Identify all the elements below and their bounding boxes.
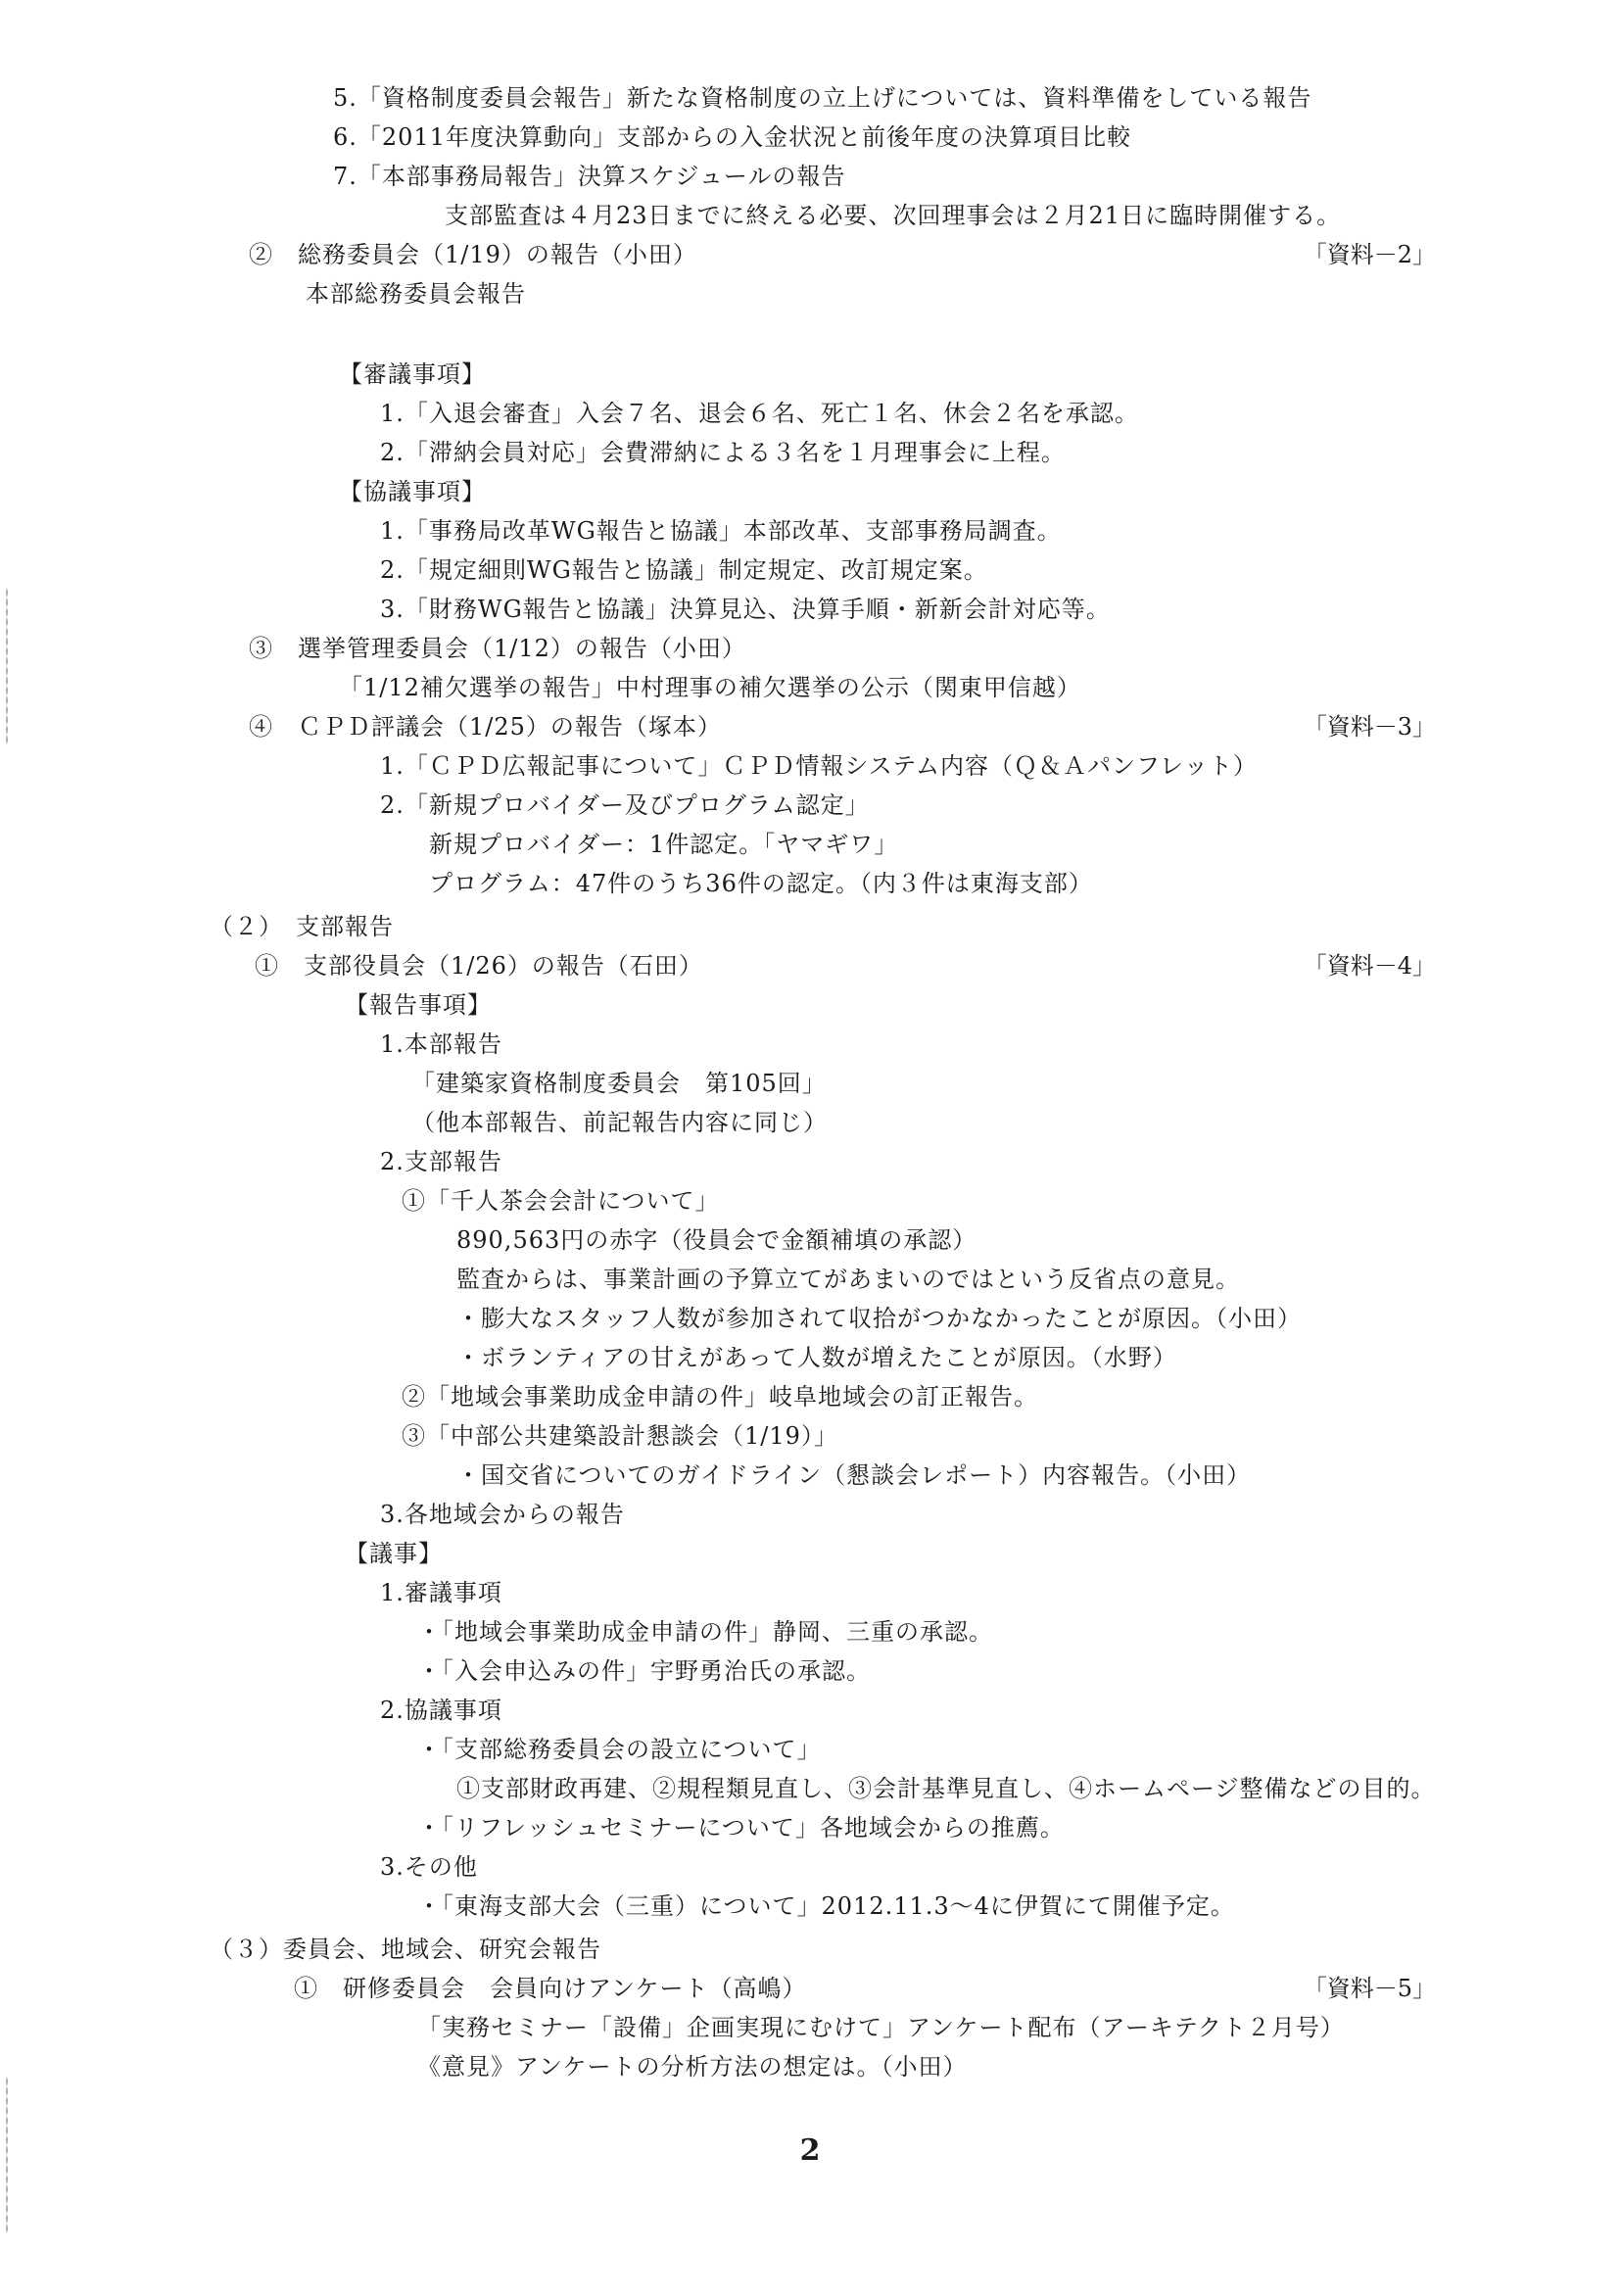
- subheading: 本部総務委員会報告: [306, 280, 526, 308]
- scan-edge-marks: [6, 2077, 8, 2233]
- list-item: 890,563円の赤字（役員会で金額補填の承認）: [456, 1226, 977, 1254]
- heading-agenda: 【議事】: [345, 1540, 443, 1567]
- list-item: 1.本部報告: [380, 1030, 502, 1058]
- list-item: 《意見》アンケートの分析方法の想定は。（小田）: [417, 2053, 968, 2081]
- list-item: ・「入会申込みの件」宇野勇治氏の承認。: [417, 1657, 871, 1685]
- section-training: ① 研修委員会 会員向けアンケート（高嶋）: [294, 1975, 807, 2002]
- section-committees: （３）委員会、地域会、研究会報告: [210, 1936, 601, 1963]
- list-item: ①支部財政再建、②規程類見直し、③会計基準見直し、④ホームページ整備などの目的。: [456, 1775, 1436, 1802]
- material-ref-3: 「資料－3」: [1303, 713, 1436, 741]
- list-item: 3.「財務WG報告と協議」決算見込、決算手順・新新会計対応等。: [380, 596, 1111, 623]
- section-general-affairs: ② 総務委員会（1/19）の報告（小田）: [249, 241, 697, 268]
- list-item: 1.審議事項: [380, 1579, 502, 1606]
- list-item: 2.「規定細則WG報告と協議」制定規定、改訂規定案。: [380, 556, 988, 584]
- list-item: ・「リフレッシュセミナーについて」各地域会からの推薦。: [417, 1814, 1065, 1842]
- list-item: 3.各地域会からの報告: [380, 1501, 625, 1528]
- list-item: 「1/12補欠選挙の報告」中村理事の補欠選挙の公示（関東甲信越）: [339, 674, 1081, 701]
- section-election: ③ 選挙管理委員会（1/12）の報告（小田）: [249, 635, 746, 662]
- list-item: 「建築家資格制度委員会 第105回」: [411, 1070, 827, 1097]
- list-item: ・国交省についてのガイドライン（懇談会レポート）内容報告。（小田）: [456, 1461, 1252, 1489]
- item-7: 7.「本部事務局報告」決算スケジュールの報告: [333, 163, 846, 190]
- list-item: 2.「新規プロバイダー及びプログラム認定」: [380, 791, 870, 819]
- list-item: ②「地域会事業助成金申請の件」岐阜地域会の訂正報告。: [402, 1383, 1038, 1411]
- heading-discussion: 【協議事項】: [339, 478, 486, 505]
- section-branch-officers: ① 支部役員会（1/26）の報告（石田）: [255, 952, 703, 980]
- list-item: プログラム：47件のうち36件の認定。（内３件は東海支部）: [429, 870, 1093, 897]
- list-item: ①「千人茶会会計について」: [402, 1187, 720, 1215]
- list-item: 2.支部報告: [380, 1148, 502, 1175]
- section-cpd: ④ ＣＰＤ評議会（1/25）の報告（塚本）: [249, 713, 722, 741]
- section-branch-report: （２） 支部報告: [210, 913, 394, 940]
- audit-note: 支部監査は４月23日までに終える必要、次回理事会は２月21日に臨時開催する。: [445, 202, 1342, 229]
- scan-edge-marks: [6, 588, 8, 744]
- list-item: 3.その他: [380, 1853, 478, 1881]
- material-ref-5: 「資料－5」: [1303, 1975, 1436, 2002]
- list-item: 2.協議事項: [380, 1697, 502, 1724]
- list-item: 新規プロバイダー：1件認定。「ヤマギワ」: [429, 831, 899, 858]
- item-5: 5.「資格制度委員会報告」新たな資格制度の立上げについては、資料準備をしている報告: [333, 84, 1312, 112]
- list-item: ③「中部公共建築設計懇談会（1/19）」: [402, 1422, 838, 1450]
- list-item: ・「支部総務委員会の設立について」: [417, 1736, 822, 1763]
- material-ref-2: 「資料－2」: [1303, 241, 1436, 268]
- heading-deliberation: 【審議事項】: [339, 360, 486, 388]
- list-item: 2.「滞納会員対応」会費滞納による３名を１月理事会に上程。: [380, 439, 1066, 466]
- list-item: 1.「事務局改革WG報告と協議」本部改革、支部事務局調査。: [380, 517, 1062, 545]
- page-number: 2: [799, 2133, 821, 2168]
- list-item: 「実務セミナー「設備」企画実現にむけて」アンケート配布（アーキテクト２月号）: [417, 2014, 1345, 2041]
- material-ref-4: 「資料－4」: [1303, 952, 1436, 980]
- heading-report: 【報告事項】: [345, 991, 492, 1019]
- list-item: ・「東海支部大会（三重）について」2012.11.3～4に伊賀にて開催予定。: [417, 1892, 1235, 1920]
- item-6: 6.「2011年度決算動向」支部からの入金状況と前後年度の決算項目比較: [333, 123, 1131, 151]
- list-item: 1.「入退会審査」入会７名、退会６名、死亡１名、休会２名を承認。: [380, 400, 1139, 427]
- list-item: 1.「ＣＰＤ広報記事について」ＣＰＤ情報システム内容（Ｑ＆Ａパンフレット）: [380, 752, 1258, 780]
- list-item: 監査からは、事業計画の予算立てがあまいのではという反省点の意見。: [456, 1266, 1240, 1293]
- list-item: ・「地域会事業助成金申請の件」静岡、三重の承認。: [417, 1618, 993, 1646]
- list-item: ・ボランティアの甘えがあって人数が増えたことが原因。（水野）: [456, 1344, 1177, 1371]
- list-item: ・膨大なスタッフ人数が参加されて収拾がつかなかったことが原因。（小田）: [456, 1305, 1302, 1332]
- list-item: （他本部報告、前記報告内容に同じ）: [411, 1109, 828, 1136]
